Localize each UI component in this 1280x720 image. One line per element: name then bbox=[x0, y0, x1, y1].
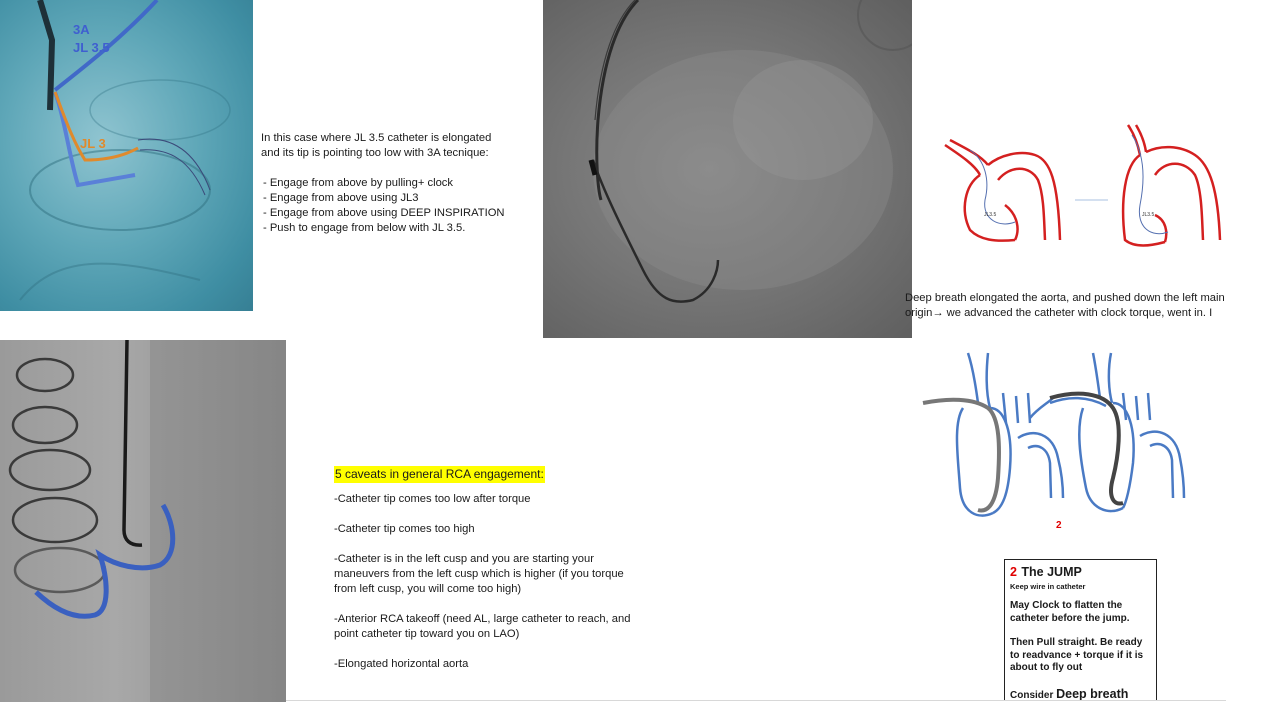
fluoro-catheter-drawing bbox=[543, 0, 912, 338]
label-3a: 3A bbox=[73, 22, 90, 37]
caveat-item: -Anterior RCA takeoff (need AL, large catheter to reach, and point catheter tip toward you on LAO) bbox=[334, 613, 631, 640]
jump-title: The JUMP bbox=[1021, 565, 1082, 579]
caveat-item: -Catheter tip comes too high bbox=[334, 523, 475, 535]
caveat-item: -Catheter is in the left cusp and you are starting your maneuvers from the left cusp which is higher (if you torque from left cusp, you will come too high) bbox=[334, 553, 624, 595]
case-bullet: - Engage from above using DEEP INSPIRATION bbox=[263, 206, 506, 221]
fluoro-overlay-drawing bbox=[0, 0, 253, 311]
jump-subtitle: Keep wire in catheter bbox=[1010, 582, 1086, 591]
aorta-label-left: JL3.5 bbox=[984, 212, 997, 218]
jump-box bbox=[1004, 559, 1157, 701]
caveat-item: -Catheter tip comes too low after torque bbox=[334, 493, 531, 505]
fluoro-image-deep-breath bbox=[543, 0, 912, 338]
case-bullet: - Push to engage from below with JL 3.5. bbox=[263, 221, 506, 236]
case-bullet: - Engage from above using JL3 bbox=[263, 191, 506, 206]
aorta-blue-left bbox=[957, 353, 1063, 516]
jump-consider-deep-breath: Deep breath bbox=[1056, 686, 1129, 701]
jump-consider-label: Consider bbox=[1010, 689, 1054, 701]
jump-number: 2 bbox=[1010, 565, 1017, 579]
label-jl3: JL 3 bbox=[80, 136, 106, 151]
fluoro-image-rca bbox=[0, 340, 286, 702]
label-jl35: JL 3.5 bbox=[73, 40, 110, 55]
rca-caveats bbox=[334, 466, 664, 672]
aorta-label-right: JL3.5 bbox=[1142, 212, 1155, 218]
bottom-divider bbox=[286, 700, 1226, 701]
aorta-diagram-red bbox=[940, 120, 1230, 250]
jump-para-pull: Then Pull straight. Be ready to readvance + torque if it is about to fly out bbox=[1010, 637, 1144, 673]
case-bullet: - Engage from above by pulling+ clock bbox=[263, 176, 506, 191]
aorta-before bbox=[945, 140, 1060, 241]
aorta-diagram-blue bbox=[918, 348, 1203, 533]
diagram-number: 2 bbox=[1056, 520, 1062, 531]
caveats-heading: 5 caveats in general RCA engagement: bbox=[335, 467, 544, 481]
case-intro: In this case where JL 3.5 catheter is elongated and its tip is pointing too low with 3A tecnique: bbox=[261, 132, 492, 159]
aorta-after bbox=[1123, 125, 1220, 246]
fluoro-image-jl-catheters bbox=[0, 0, 253, 311]
case-bullets bbox=[261, 176, 506, 236]
fluoro-rca-drawing bbox=[0, 340, 286, 702]
caveat-item: -Elongated horizontal aorta bbox=[334, 658, 469, 670]
deep-breath-note: Deep breath elongated the aorta, and pushed down the left main origin→ we advanced the catheter with clock torque, went in. I bbox=[905, 292, 1225, 319]
case-description bbox=[261, 131, 506, 236]
jump-para-clock: May Clock to flatten the catheter before the jump. bbox=[1010, 600, 1130, 624]
jump-consider bbox=[1010, 687, 1151, 701]
